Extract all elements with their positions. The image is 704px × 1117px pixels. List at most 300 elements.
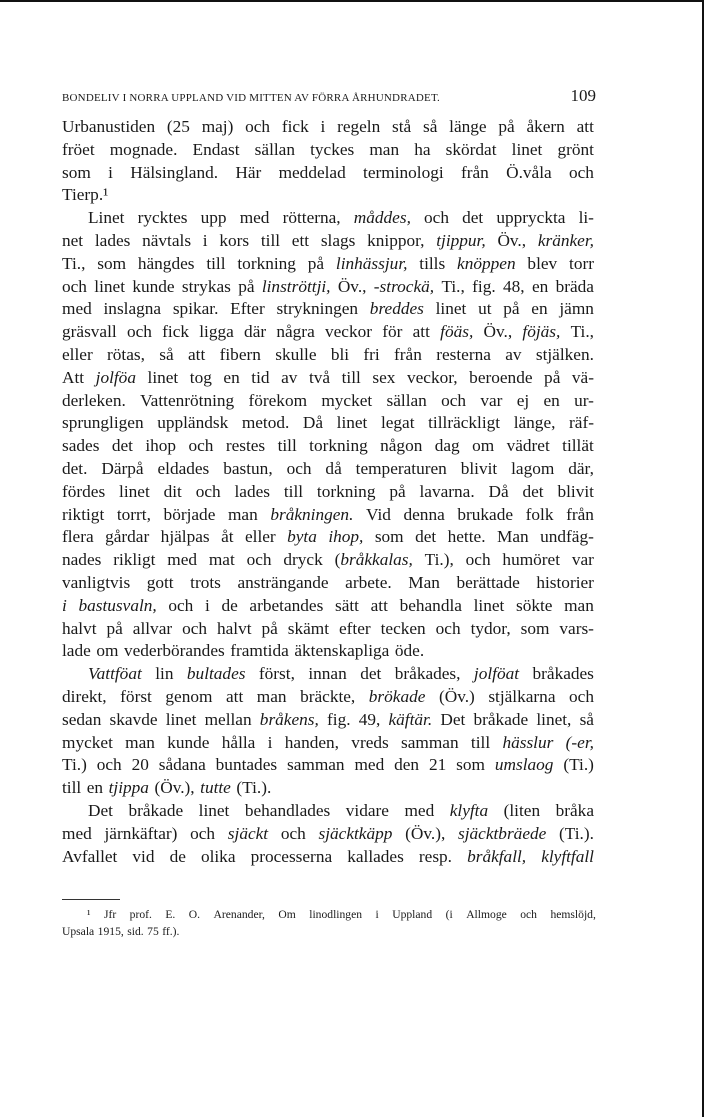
word: Ö.våla	[506, 162, 552, 182]
word: sid.	[127, 925, 144, 938]
word: till	[277, 436, 297, 456]
word: så	[422, 117, 438, 136]
word: där,	[568, 458, 594, 478]
word: bråka	[555, 800, 594, 820]
text-line	[62, 139, 594, 162]
word: blivit	[557, 481, 594, 501]
word: Här	[235, 162, 262, 182]
word: som	[97, 253, 127, 273]
word: blivit	[460, 458, 498, 478]
word: fröet	[62, 139, 95, 159]
word: sjäcktbräede	[458, 823, 547, 843]
word: -strockä,	[373, 276, 435, 296]
word: och	[569, 162, 594, 182]
word: tid	[251, 367, 270, 387]
text-line	[62, 412, 594, 435]
word: fig.	[327, 709, 351, 729]
word: måddes,	[353, 208, 411, 228]
text-line	[62, 253, 594, 276]
word: Då	[488, 481, 509, 501]
word: och	[182, 618, 208, 638]
word: sex	[372, 367, 396, 387]
word: mognade.	[109, 139, 178, 159]
word: bråkens,	[259, 709, 319, 729]
word: det	[522, 481, 544, 501]
word: derleken.	[62, 390, 126, 410]
word: bråkade	[473, 709, 529, 729]
word: kallades	[347, 846, 404, 866]
body-text	[62, 116, 594, 868]
word: Linet	[88, 208, 125, 228]
word: i	[267, 732, 273, 752]
word: hjälpas	[160, 527, 210, 547]
word: först,	[258, 664, 295, 684]
word: åkern	[526, 117, 565, 136]
word: från	[394, 344, 422, 364]
word: till	[283, 481, 304, 501]
word: linhässjur,	[335, 253, 408, 273]
word: kors	[219, 230, 250, 250]
word: berättade	[456, 572, 520, 592]
word: man	[125, 732, 155, 752]
word: resterna	[436, 344, 491, 364]
word: regeln	[337, 117, 381, 136]
word: för	[382, 322, 403, 342]
word: i	[375, 908, 379, 921]
word: (25	[166, 117, 190, 136]
word: 75	[147, 925, 159, 938]
word: Jfr	[103, 908, 117, 921]
word: dit	[163, 481, 182, 501]
text-line	[62, 367, 594, 390]
word: ff.).	[162, 925, 180, 938]
word: vederbörandes	[123, 641, 225, 661]
word: från	[460, 162, 489, 182]
word: vädret	[506, 436, 550, 456]
word: strykas	[181, 276, 231, 296]
word: och	[569, 686, 594, 706]
word: sällan	[386, 390, 427, 410]
word: 48,	[503, 276, 525, 296]
word: till	[62, 778, 82, 798]
text-line	[62, 184, 594, 207]
word: hemslöjd,	[550, 908, 596, 921]
word: det	[360, 664, 382, 684]
word: och	[520, 908, 537, 921]
word: började	[163, 504, 216, 524]
word: byta	[287, 527, 317, 547]
word: mycket	[321, 390, 373, 410]
word: ligga	[199, 322, 234, 342]
word: (bråkkalas,	[334, 550, 413, 570]
word: med	[167, 550, 198, 570]
text-line	[62, 777, 594, 800]
word: och	[246, 550, 272, 570]
word: linet	[94, 276, 125, 296]
word: sades	[62, 436, 100, 456]
word: rycktes	[137, 208, 188, 228]
text-line	[62, 435, 594, 458]
word: lades	[94, 230, 131, 250]
text-line	[62, 344, 594, 367]
text-line	[62, 230, 594, 253]
word: 20	[131, 755, 149, 775]
word: tog	[189, 367, 212, 387]
word: uppryckta	[496, 208, 566, 228]
word: räf-	[569, 413, 594, 433]
word: sätt	[334, 595, 359, 615]
word: 49,	[358, 709, 381, 729]
word: hässlur	[502, 732, 554, 752]
word: en	[531, 276, 549, 296]
word: skulle	[275, 344, 317, 364]
word: (Öv.)	[438, 686, 475, 706]
word: som	[62, 162, 91, 182]
word: li-	[578, 208, 594, 228]
word: torr	[569, 253, 594, 273]
word: en	[531, 299, 548, 319]
word: stjälkarna	[488, 686, 556, 706]
word: i	[320, 117, 326, 136]
word: ej	[516, 390, 530, 410]
word: öde.	[394, 641, 425, 661]
word: klyfta	[449, 800, 489, 820]
word: Upsala	[62, 925, 95, 938]
word: ur-	[574, 390, 594, 410]
word: jolföat	[473, 664, 520, 684]
text-line	[62, 663, 594, 686]
word: Hälsingland.	[130, 162, 219, 182]
word: resp.	[418, 846, 453, 866]
word: och	[286, 458, 312, 478]
word: bråkade	[128, 800, 184, 820]
text-line	[62, 207, 594, 230]
word: och	[168, 595, 194, 615]
word: direkt,	[62, 686, 107, 706]
word: mat	[208, 550, 235, 570]
word: tillät	[562, 436, 594, 456]
word: Ti.,	[441, 276, 465, 296]
word: breddes	[369, 299, 424, 319]
word: torkning	[237, 253, 296, 273]
word: en	[223, 367, 240, 387]
word: sedan	[62, 709, 102, 729]
word: mellan	[204, 709, 252, 729]
word: till	[206, 253, 226, 273]
word: Allmoge	[466, 908, 507, 921]
word: meddelad	[278, 162, 346, 182]
word: att	[576, 117, 594, 136]
word: så	[159, 344, 174, 364]
word: skämt	[287, 618, 330, 638]
word: Det	[440, 709, 466, 729]
word: vars-	[559, 618, 594, 638]
word: temperaturen	[355, 458, 447, 478]
text-line	[62, 686, 594, 709]
word: (Ti.).	[559, 823, 594, 843]
word: länge	[449, 117, 487, 136]
word: undfäg-	[540, 527, 594, 547]
word: tydor,	[470, 618, 511, 638]
word: Avfallet	[62, 846, 118, 866]
text-line	[62, 846, 594, 869]
word: skavde	[109, 709, 158, 729]
word: grönt	[557, 139, 594, 159]
text-line	[62, 754, 594, 777]
word: på	[498, 117, 515, 136]
word: som	[520, 618, 550, 638]
word: kunde	[132, 276, 175, 296]
word: tecken	[380, 618, 426, 638]
word: samman	[401, 732, 459, 752]
word: till	[260, 230, 281, 250]
word: bråkfall,	[467, 846, 527, 866]
word: käftär.	[388, 709, 433, 729]
word: Ti.),	[424, 550, 454, 570]
word: och	[190, 823, 216, 843]
word: buntades	[215, 755, 278, 775]
word: en	[86, 778, 104, 798]
word: i	[204, 595, 210, 615]
word: lavarna.	[419, 481, 475, 501]
word: mycket	[62, 732, 113, 752]
word: folk	[525, 504, 554, 524]
word: vanligtvis	[62, 572, 131, 592]
word: fick	[281, 117, 309, 136]
word: fri	[363, 344, 380, 364]
word: olika	[200, 846, 236, 866]
word: fick	[162, 322, 190, 342]
word: åt	[221, 527, 234, 547]
word: torrt,	[116, 504, 151, 524]
word: E.	[165, 908, 176, 921]
text-line	[62, 709, 594, 732]
word: prof.	[129, 908, 152, 921]
word: gräsvall	[62, 322, 117, 342]
word: stjälken.	[535, 344, 594, 364]
word: metod.	[241, 413, 290, 433]
word: linet	[336, 413, 368, 433]
word: några	[276, 322, 315, 342]
text-line	[62, 298, 594, 321]
word: på	[307, 253, 325, 273]
word: från	[566, 504, 594, 524]
text-line	[62, 162, 594, 185]
word: handen,	[284, 732, 339, 752]
text-line	[62, 276, 594, 299]
word: och	[441, 390, 467, 410]
word: Uppland	[392, 908, 433, 921]
footnote-rule	[62, 899, 120, 900]
word: genom	[165, 686, 213, 706]
word: sjäckt	[227, 823, 269, 843]
word: ihop,	[328, 527, 364, 547]
word: framtida	[230, 641, 289, 661]
word: Ti.)	[62, 755, 87, 775]
word: den	[394, 755, 420, 775]
word: till	[470, 732, 491, 752]
word: slags	[320, 230, 356, 250]
word: bastusvaln,	[78, 595, 157, 615]
word: spikar.	[172, 299, 219, 319]
text-line	[62, 640, 594, 663]
word: historier	[536, 572, 594, 592]
word: bultades	[186, 664, 246, 684]
word: (Öv.),	[405, 823, 446, 843]
word: om	[472, 436, 495, 456]
word: trots	[190, 572, 221, 592]
word: på	[261, 618, 278, 638]
word: Att	[62, 367, 85, 387]
word: det	[462, 208, 484, 228]
word: av	[505, 344, 522, 364]
word: maj)	[201, 117, 234, 136]
word: legat	[380, 413, 415, 433]
word: och	[62, 276, 87, 296]
word: torkning	[316, 481, 376, 501]
word: ut	[478, 299, 492, 319]
word: bastun,	[223, 458, 273, 478]
scan-edge-top	[0, 0, 704, 2]
word: hette.	[447, 527, 486, 547]
word: och	[280, 823, 306, 843]
word: innan	[308, 664, 347, 684]
word: torkning	[309, 436, 368, 456]
word: skördat	[445, 139, 497, 159]
word: sökte	[515, 595, 553, 615]
word: 21	[428, 755, 447, 775]
word: allvar	[132, 618, 173, 638]
word: linet	[198, 800, 230, 820]
word: där	[244, 322, 267, 342]
word: hålla	[221, 732, 256, 752]
word: tills	[419, 253, 446, 273]
word: tjippur,	[436, 230, 486, 250]
word: (i	[445, 908, 453, 921]
text-line	[62, 595, 594, 618]
word: fördes	[62, 481, 106, 501]
text-line	[62, 618, 594, 641]
word: och	[195, 481, 221, 501]
word: att	[225, 686, 244, 706]
word: Därpå	[101, 458, 144, 478]
word: på	[544, 367, 561, 387]
word: man	[564, 595, 594, 615]
word: bräckte,	[300, 686, 356, 706]
word: och	[465, 550, 491, 570]
word: halvt	[216, 618, 252, 638]
word: Det	[88, 800, 113, 820]
word: länge,	[513, 413, 556, 433]
word: lades	[234, 481, 270, 501]
word: och	[435, 618, 461, 638]
word: att	[412, 322, 430, 342]
footnote	[62, 906, 596, 940]
word: behandlades	[244, 800, 331, 820]
word: veckor,	[406, 367, 458, 387]
word: och	[188, 436, 214, 456]
word: brökade	[368, 686, 426, 706]
word: ihop	[145, 436, 177, 456]
word: net	[62, 230, 84, 250]
word: och	[126, 322, 152, 342]
word: knöppen	[457, 253, 516, 273]
word: eldades	[157, 458, 210, 478]
word: Vid	[366, 504, 391, 524]
word: nävtals	[142, 230, 192, 250]
word: (Ti.)	[563, 755, 594, 775]
word: tjippa	[108, 778, 149, 798]
word: Tierp.¹	[62, 185, 109, 205]
word: lagom	[511, 458, 555, 478]
word: av	[281, 367, 298, 387]
word: rötas,	[107, 344, 145, 364]
word: två	[308, 367, 331, 387]
word: och	[96, 755, 122, 775]
word: ha	[414, 139, 431, 159]
word: bråkades	[532, 664, 594, 684]
word: i	[62, 595, 67, 615]
word: arbete.	[345, 572, 392, 592]
word: 1915,	[97, 925, 124, 938]
text-line	[62, 481, 594, 504]
word: klyftfall	[541, 846, 594, 866]
word: Man	[496, 527, 529, 547]
word: kränker,	[537, 230, 594, 250]
text-line	[62, 823, 594, 846]
word: Ti.,	[570, 322, 594, 342]
word: rikligt	[113, 550, 156, 570]
word: dryck	[283, 550, 323, 570]
word: någon	[380, 436, 423, 456]
word: Öv.,	[337, 276, 367, 296]
word: Man	[408, 572, 440, 592]
word: så	[579, 709, 594, 729]
word: sjäcktkäpp	[318, 823, 393, 843]
word: det	[111, 436, 133, 456]
word: umslaog	[494, 755, 554, 775]
text-line	[62, 800, 594, 823]
word: restes	[225, 436, 266, 456]
word: ¹	[87, 908, 91, 921]
word: kunde	[167, 732, 210, 752]
word: var	[571, 550, 594, 570]
text-line	[62, 321, 594, 344]
word: denna	[403, 504, 445, 524]
word: på	[238, 276, 255, 296]
text-line	[62, 572, 594, 595]
word: de	[169, 846, 186, 866]
word: fibern	[219, 344, 261, 364]
word: man	[256, 686, 287, 706]
word: vä-	[571, 367, 594, 387]
word: Då	[302, 413, 324, 433]
word: strykningen	[276, 299, 359, 319]
word: gott	[146, 572, 174, 592]
word: äktenskapliga	[294, 641, 390, 661]
word: linodlingen	[309, 908, 363, 921]
word: Om	[278, 908, 296, 921]
word: sprungligen	[62, 413, 144, 433]
word: och	[245, 117, 271, 136]
word: samman	[286, 755, 345, 775]
word: flera	[62, 527, 94, 547]
word: föjäs,	[522, 322, 561, 342]
word: linströttji,	[261, 276, 331, 296]
word: som	[456, 755, 485, 775]
word: Vattföat	[88, 664, 142, 684]
word: nades	[62, 550, 102, 570]
